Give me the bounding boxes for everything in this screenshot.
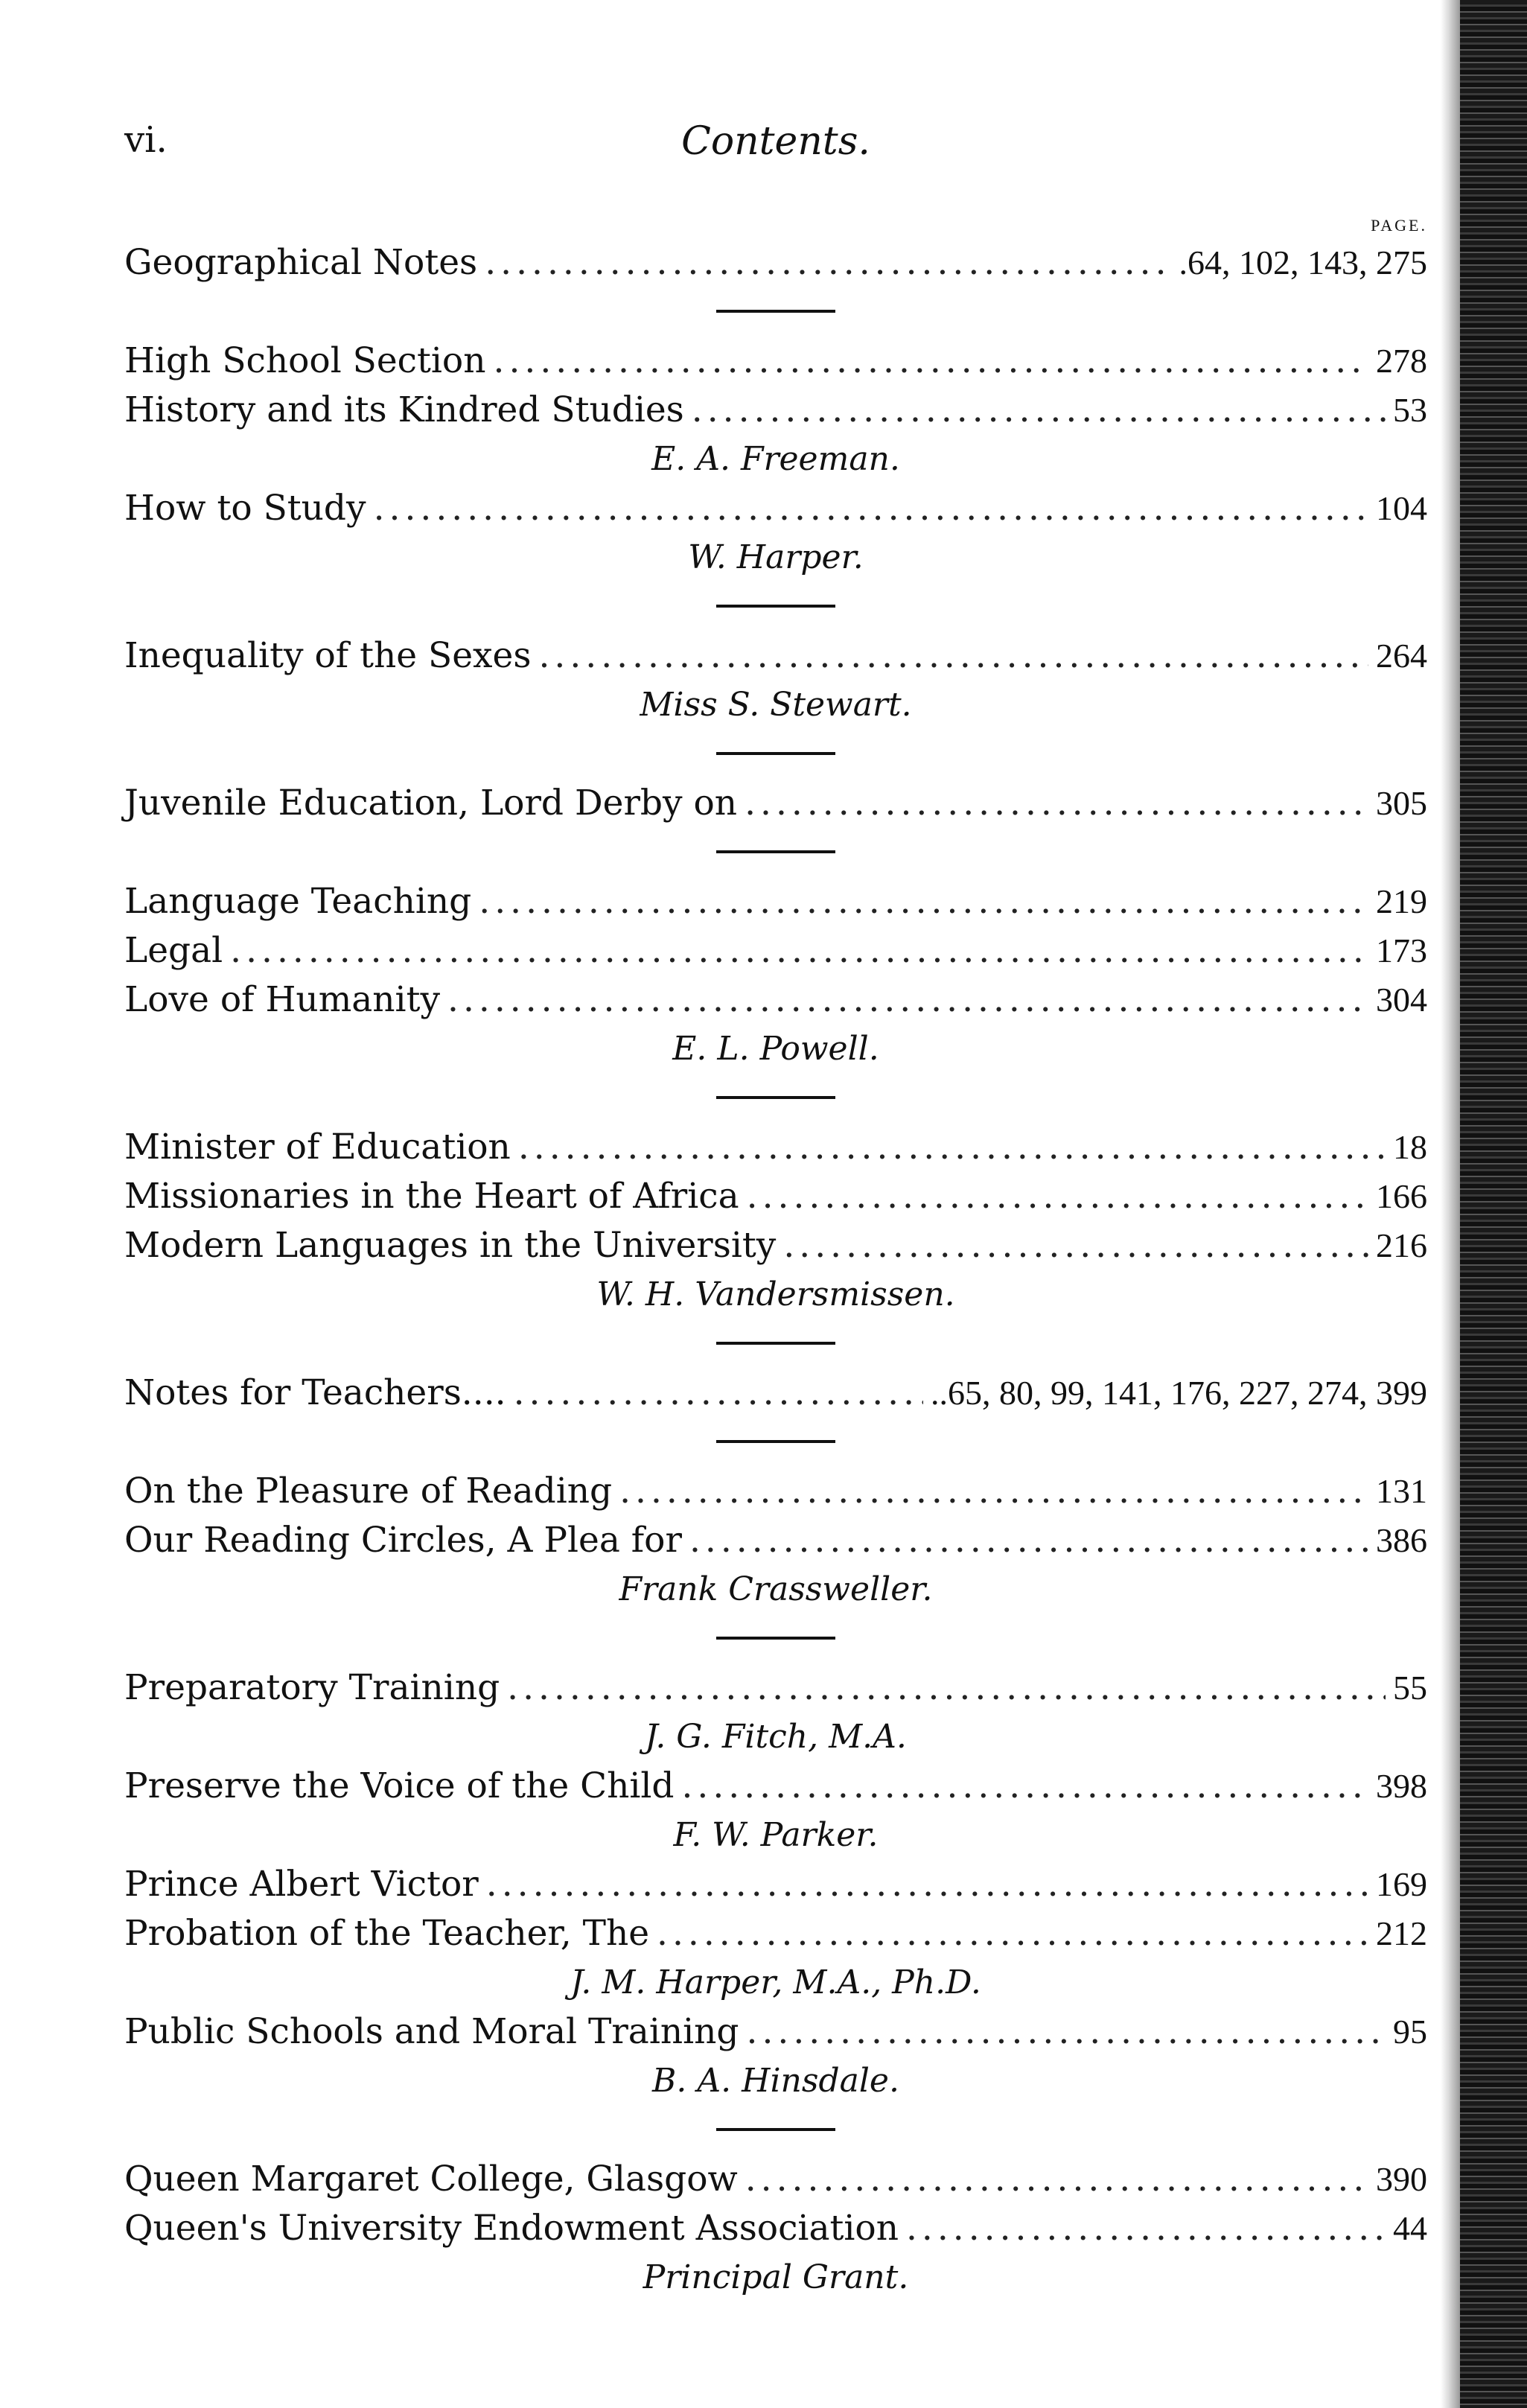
divider-rule: [716, 605, 835, 608]
contents-entry: [124, 631, 1427, 681]
dot-leader: [747, 2007, 1386, 2057]
entry-title: Juvenile Education, Lord Derby on: [124, 783, 738, 824]
entry-page-numbers: 304: [1376, 981, 1427, 1019]
entry-title: Preserve the Voice of the Child: [124, 1765, 675, 1806]
entry-title: History and its Kindred Studies: [124, 389, 684, 430]
contents-entry: [124, 1663, 1427, 1713]
dot-leader: [692, 386, 1386, 435]
entry-title: Love of Humanity: [124, 979, 441, 1020]
page-column-heading-wrap: [124, 0, 1427, 246]
entry-page-numbers: 166: [1376, 1177, 1427, 1215]
entry-author: F. W. Parker.: [673, 1816, 879, 1854]
entry-page-numbers: 264: [1376, 637, 1427, 675]
dot-leader: [747, 1172, 1368, 1221]
entry-title: Our Reading Circles, A Plea for: [124, 1520, 682, 1561]
contents-entry: [124, 2204, 1427, 2253]
dot-leader: [479, 877, 1368, 926]
dot-leader: [514, 1369, 923, 1418]
divider-rule: [716, 1440, 835, 1443]
dot-leader: [494, 337, 1369, 386]
page-edge-shadow: [1441, 0, 1460, 2408]
divider-rule: [716, 1096, 835, 1099]
entry-title: Inequality of the Sexes: [124, 635, 532, 676]
entry-title: How to Study: [124, 488, 366, 529]
dot-leader: [447, 975, 1368, 1025]
section-divider: [124, 730, 1427, 779]
section-divider: [124, 1074, 1427, 1123]
section-divider: [124, 1418, 1427, 1467]
entry-title: Legal: [124, 930, 223, 971]
contents-entry: [124, 1369, 1427, 1418]
contents-entry: [124, 1516, 1427, 1565]
entry-page-numbers: 53: [1393, 391, 1427, 429]
entry-page-numbers: 216: [1376, 1226, 1427, 1264]
contents-entry: [124, 1123, 1427, 1172]
entry-title: Queen Margaret College, Glasgow: [124, 2159, 738, 2200]
dot-leader: [681, 1762, 1368, 1811]
entry-page-numbers: 55: [1393, 1669, 1427, 1707]
entry-page-numbers: 398: [1376, 1767, 1427, 1805]
entry-title: Missionaries in the Heart of Africa: [124, 1176, 739, 1217]
section-divider: [124, 2106, 1427, 2155]
dot-leader: [486, 1860, 1368, 1909]
contents-entry: [124, 386, 1427, 435]
entry-author: W. H. Vandersmissen.: [596, 1275, 955, 1313]
contents-entry: [124, 1221, 1427, 1270]
entry-title: Probation of the Teacher, The: [124, 1913, 650, 1954]
page-folio: vi.: [124, 119, 168, 161]
dot-leader: [689, 1516, 1368, 1565]
entry-title: On the Pleasure of Reading: [124, 1471, 613, 1512]
dot-leader: [745, 2155, 1368, 2204]
dot-leader: [518, 1123, 1386, 1172]
entry-title: Queen's University Endowment Association: [124, 2208, 899, 2249]
dot-leader: [906, 2204, 1386, 2253]
section-divider: [124, 1319, 1427, 1369]
page-column-heading: PAGE.: [1371, 216, 1427, 235]
divider-rule: [716, 1342, 835, 1345]
divider-rule: [716, 2128, 835, 2131]
section-divider: [124, 582, 1427, 631]
entry-page-numbers: 104: [1376, 489, 1427, 527]
entry-page-numbers: 212: [1376, 1914, 1427, 1952]
entry-title: Preparatory Training: [124, 1667, 500, 1708]
entry-page-numbers: .64, 102, 143, 275: [1179, 243, 1427, 281]
section-divider: [124, 287, 1427, 337]
contents-entry: [124, 877, 1427, 926]
entry-page-numbers: 278: [1376, 342, 1427, 380]
contents-entry: [124, 238, 1427, 287]
contents-entry: [124, 975, 1427, 1025]
contents-entry: [124, 926, 1427, 975]
entry-title: Geographical Notes: [124, 242, 478, 283]
contents-entry: [124, 1467, 1427, 1516]
entry-page-numbers: 44: [1393, 2209, 1427, 2247]
contents-entry: [124, 1172, 1427, 1221]
entry-author: Principal Grant.: [643, 2258, 909, 2296]
entry-author: Miss S. Stewart.: [640, 686, 912, 724]
entry-page-numbers: 390: [1376, 2160, 1427, 2198]
entry-title: Prince Albert Victor: [124, 1864, 479, 1905]
entry-author: B. A. Hinsdale.: [652, 2062, 899, 2100]
divider-rule: [716, 850, 835, 853]
divider-rule: [716, 310, 835, 313]
entry-author: J. M. Harper, M.A., Ph.D.: [570, 1963, 981, 2001]
dot-leader: [538, 631, 1368, 681]
dot-leader: [745, 779, 1368, 828]
contents-entry: [124, 1762, 1427, 1811]
dot-leader: [657, 1909, 1368, 1958]
entry-page-numbers: 169: [1376, 1865, 1427, 1903]
entry-author: E. A. Freeman.: [651, 440, 900, 478]
entry-title: High School Section: [124, 340, 486, 381]
dot-leader: [374, 484, 1368, 533]
entry-page-numbers: 131: [1376, 1472, 1427, 1510]
entry-page-numbers: 95: [1393, 2013, 1427, 2051]
entry-page-numbers: 219: [1376, 882, 1427, 920]
contents-entry: [124, 1909, 1427, 1958]
entry-author: J. G. Fitch, M.A.: [645, 1718, 907, 1756]
dot-leader: [783, 1221, 1368, 1270]
dot-leader: [619, 1467, 1368, 1516]
contents-entry: [124, 779, 1427, 828]
entry-author: E. L. Powell.: [672, 1030, 879, 1068]
entry-page-numbers: 305: [1376, 784, 1427, 822]
entry-title: Modern Languages in the University: [124, 1225, 777, 1266]
entry-title: Public Schools and Moral Training: [124, 2011, 739, 2052]
entry-title: Language Teaching: [124, 881, 472, 922]
contents-list: [124, 238, 1427, 2302]
entry-author: W. Harper.: [688, 538, 864, 576]
contents-entry: [124, 2155, 1427, 2204]
entry-page-numbers: 18: [1393, 1128, 1427, 1166]
dot-leader: [485, 238, 1171, 287]
contents-entry: [124, 484, 1427, 533]
entry-page-numbers: ..65, 80, 99, 141, 176, 227, 274, 399: [931, 1374, 1427, 1412]
entry-title: Notes for Teachers....: [124, 1372, 506, 1413]
entry-title: Minister of Education: [124, 1127, 511, 1168]
section-divider: [124, 828, 1427, 877]
contents-entry: [124, 2007, 1427, 2057]
entry-page-numbers: 173: [1376, 931, 1427, 969]
entry-author: Frank Crassweller.: [619, 1570, 933, 1608]
section-divider: [124, 1614, 1427, 1663]
entry-page-numbers: 386: [1376, 1521, 1427, 1559]
page-edge: [1460, 0, 1527, 2408]
dot-leader: [230, 926, 1368, 975]
contents-entry: [124, 1860, 1427, 1909]
divider-rule: [716, 752, 835, 755]
dot-leader: [507, 1663, 1386, 1713]
page-title: Contents.: [681, 119, 870, 164]
divider-rule: [716, 1637, 835, 1640]
contents-entry: [124, 337, 1427, 386]
